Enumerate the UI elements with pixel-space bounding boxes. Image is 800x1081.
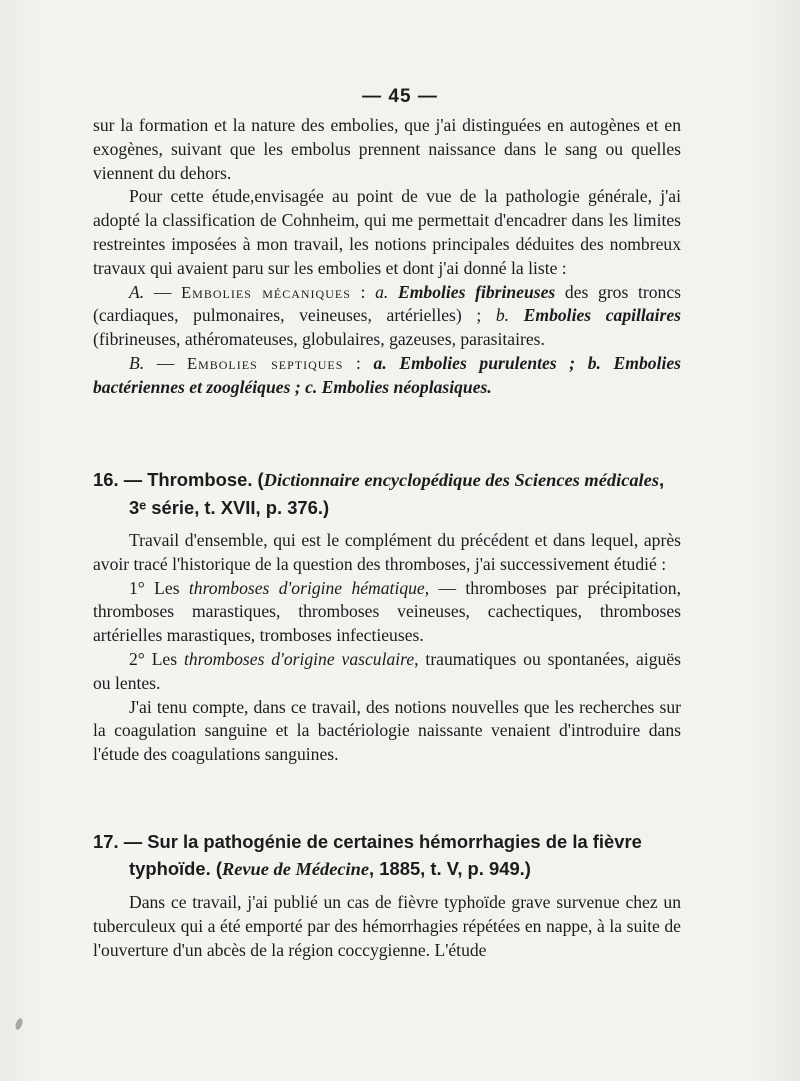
entry-source: Dictionnaire encyclopédique des Sciences médicales bbox=[263, 470, 659, 490]
text-capillaires-list: (fibrineuses, athéromateuses, globulaires, gazeuses, parasitaires. bbox=[93, 329, 545, 350]
term-embolies-capillaires: Embolies capillaires bbox=[509, 305, 681, 326]
sub-a: a. bbox=[375, 281, 389, 302]
paragraph-travail-ensemble: Travail d'ensemble, qui est le complément du précédent et dans lequel, après avoir tracé l'historique de la question des thromboses, j'ai successivement étudié : bbox=[93, 530, 681, 574]
paragraph-embolies-intro: sur la formation et la nature des embolies, que j'ai distinguées en autogènes et en exogènes, suivant que les embolus prennent naissance dans le sang ou quelles viennent du dehors. bbox=[93, 115, 681, 183]
heading-embolies-mecaniques: Embolies mécaniques bbox=[181, 282, 351, 302]
sub-b: b. bbox=[495, 305, 510, 326]
text-vasculaire-list: , traumatiques ou spontanées, aiguës ou lentes. bbox=[93, 648, 681, 693]
paragraph-cas-fievre-typhoide: Dans ce travail, j'ai publié un cas de fièvre typhoïde grave survenue chez un tuberculeux qui a été emporté par des hémorrhagies répétées en nappe, à la suite de l'ouverture d'un abcès de la région coccygienne. L'étude bbox=[93, 892, 681, 960]
entry-reference: , 1885, t. V, p. 949.) bbox=[369, 858, 531, 879]
heading-embolies-septiques: Embolies septiques bbox=[186, 353, 344, 373]
letter-a: A. bbox=[129, 281, 145, 302]
entry-reference: , 3ᵉ série, t. XVII, p. 376.) bbox=[129, 469, 665, 518]
text-hematique-list: , — thromboses par précipitation, thromboses marastiques, thromboses veineuses, cachectiques, thromboses artérielles marastiques, tromboses infectieuses. bbox=[93, 577, 681, 646]
page-number: — 45 — bbox=[362, 86, 438, 107]
entry-title: — Sur la pathogénie de certaines hémorrhagies de la fièvre typhoïde. ( bbox=[118, 831, 642, 879]
item-number-1: 1° Les bbox=[129, 577, 189, 598]
entry-title: — Thrombose. ( bbox=[118, 469, 264, 490]
term-origine-vasculaire: thromboses d'origine vasculaire bbox=[183, 648, 415, 669]
paragraph-origine-hematique bbox=[93, 577, 681, 648]
paragraph-classification: Pour cette étude,envisagée au point de vue de la pathologie générale, j'ai adopté la classification de Cohnheim, qui me permettait d'encadrer dans les limites restreintes imposées à mon travail, les notions principales déduites des nombreux travaux qui avaient paru sur les embolies et dont j'ai donné la liste : bbox=[93, 186, 681, 278]
entry-heading-16 bbox=[93, 466, 681, 521]
entry-heading-17 bbox=[93, 828, 681, 883]
paragraph-embolies-septiques bbox=[93, 352, 681, 400]
colon: : bbox=[350, 281, 376, 302]
paragraph-origine-vasculaire bbox=[93, 648, 681, 696]
section-embolies bbox=[93, 114, 681, 400]
section-hemorrhagies bbox=[93, 828, 681, 962]
colon: : bbox=[343, 352, 374, 373]
list-embolies-septiques: a. Embolies purulentes ; b. Embolies bactériennes et zoogléiques ; c. Embolies néoplasiques. bbox=[93, 352, 682, 397]
entry-source: Revue de Médecine bbox=[221, 859, 370, 879]
term-embolies-fibrineuses: Embolies fibrineuses bbox=[388, 281, 556, 302]
paragraph-notions-nouvelles: J'ai tenu compte, dans ce travail, des notions nouvelles que les recherches sur la coagulation sanguine et la bactériologie naissante venaient d'introduire dans l'étude des coagulations sanguines. bbox=[93, 696, 681, 765]
entry-number: 16. bbox=[93, 469, 119, 490]
text-gros-troncs: des gros troncs (cardiaques, pulmonaires, veineuses, artérielles) ; bbox=[93, 281, 681, 326]
ink-speck bbox=[14, 1017, 24, 1030]
term-origine-hematique: thromboses d'origine hématique bbox=[188, 577, 425, 598]
section-thrombose bbox=[93, 466, 681, 767]
dash: — bbox=[144, 281, 182, 302]
paragraph-embolies-mecaniques bbox=[93, 281, 681, 352]
dash: — bbox=[144, 352, 187, 373]
letter-b: B. bbox=[129, 352, 145, 373]
entry-number: 17. bbox=[93, 831, 119, 852]
item-number-2: 2° Les bbox=[129, 648, 184, 669]
